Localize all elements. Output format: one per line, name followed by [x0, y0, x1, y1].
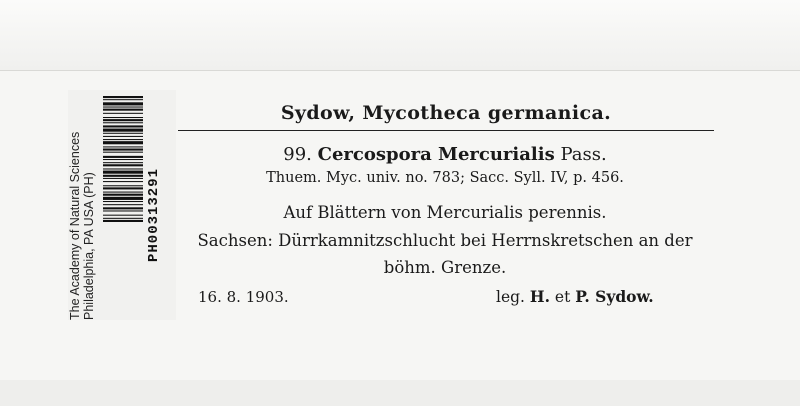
barcode-bar — [103, 220, 143, 222]
barcode-bar — [103, 162, 143, 163]
exsiccata-number: 99. — [283, 144, 312, 165]
barcode-bar — [103, 197, 143, 200]
host-substrate: Auf Blättern von Mercurialis perennis. — [283, 203, 607, 222]
species-author: Pass. — [560, 144, 607, 165]
locality-line-2: böhm. Grenze. — [383, 258, 507, 277]
institution-text — [68, 132, 96, 320]
literature-reference: Thuem. Myc. univ. no. 783; Sacc. Syll. IV, p. 456. — [266, 170, 624, 186]
barcode-bar — [103, 204, 143, 205]
barcode-bar — [103, 129, 143, 132]
barcode-bar — [103, 215, 143, 216]
barcode-bar — [103, 102, 143, 105]
collectors — [496, 287, 654, 306]
barcode-number: PH00313291 — [146, 167, 162, 262]
collector-2: P. Sydow. — [575, 287, 654, 306]
title-divider — [178, 130, 714, 131]
barcode-bar — [103, 136, 143, 137]
barcode-bar — [103, 96, 143, 98]
label-title: Sydow, Mycotheca germanica. — [280, 102, 612, 124]
institution-line-1: The Academy of Natural Sciences — [68, 131, 82, 320]
barcode-bar — [103, 207, 143, 209]
barcode-bar — [103, 119, 143, 121]
barcode-bar — [103, 156, 143, 158]
barcode-bar — [103, 107, 143, 108]
leg-prefix: leg. — [496, 288, 525, 306]
herbarium-sheet-bottom — [0, 380, 800, 406]
barcode-bar — [103, 117, 143, 118]
barcode-bar — [103, 152, 143, 153]
barcode-bar — [103, 133, 143, 134]
barcode-bar — [103, 141, 143, 144]
barcode-bar — [103, 178, 143, 179]
barcode-bar — [103, 181, 143, 182]
barcode-bar — [103, 210, 143, 211]
barcode-bar — [103, 109, 143, 111]
barcode-bar — [103, 218, 143, 219]
barcode-bar — [103, 187, 143, 189]
barcode-bar — [103, 99, 143, 100]
barcode-bar — [103, 185, 143, 186]
herbarium-sheet-top — [0, 0, 800, 70]
barcode-bar — [103, 149, 143, 151]
barcode-bar — [103, 113, 143, 114]
species-name: Cercospora Mercurialis — [317, 144, 555, 165]
species-line — [160, 144, 730, 165]
barcode-bar — [103, 192, 143, 193]
barcode-bar — [103, 125, 143, 127]
collector-conj: et — [554, 288, 571, 306]
barcode-bar — [103, 139, 143, 140]
collector-1: H. — [529, 287, 550, 306]
locality-line-1: Sachsen: Dürrkamnitzschlucht bei Herrnskretschen an der — [197, 231, 693, 250]
institution-line-2: Philadelphia, PA USA (PH) — [82, 172, 96, 320]
barcode-bar — [103, 201, 143, 202]
barcode-bar — [103, 164, 143, 166]
barcode-image — [103, 96, 143, 318]
barcode-bar — [103, 122, 143, 123]
barcode-bar — [103, 175, 143, 177]
collection-date: 16. 8. 1903. — [198, 288, 289, 306]
barcode-bar — [103, 146, 143, 147]
barcode-bar — [103, 171, 143, 174]
barcode-bar — [103, 159, 143, 160]
barcode-bar — [103, 168, 143, 169]
barcode-bar — [103, 194, 143, 196]
